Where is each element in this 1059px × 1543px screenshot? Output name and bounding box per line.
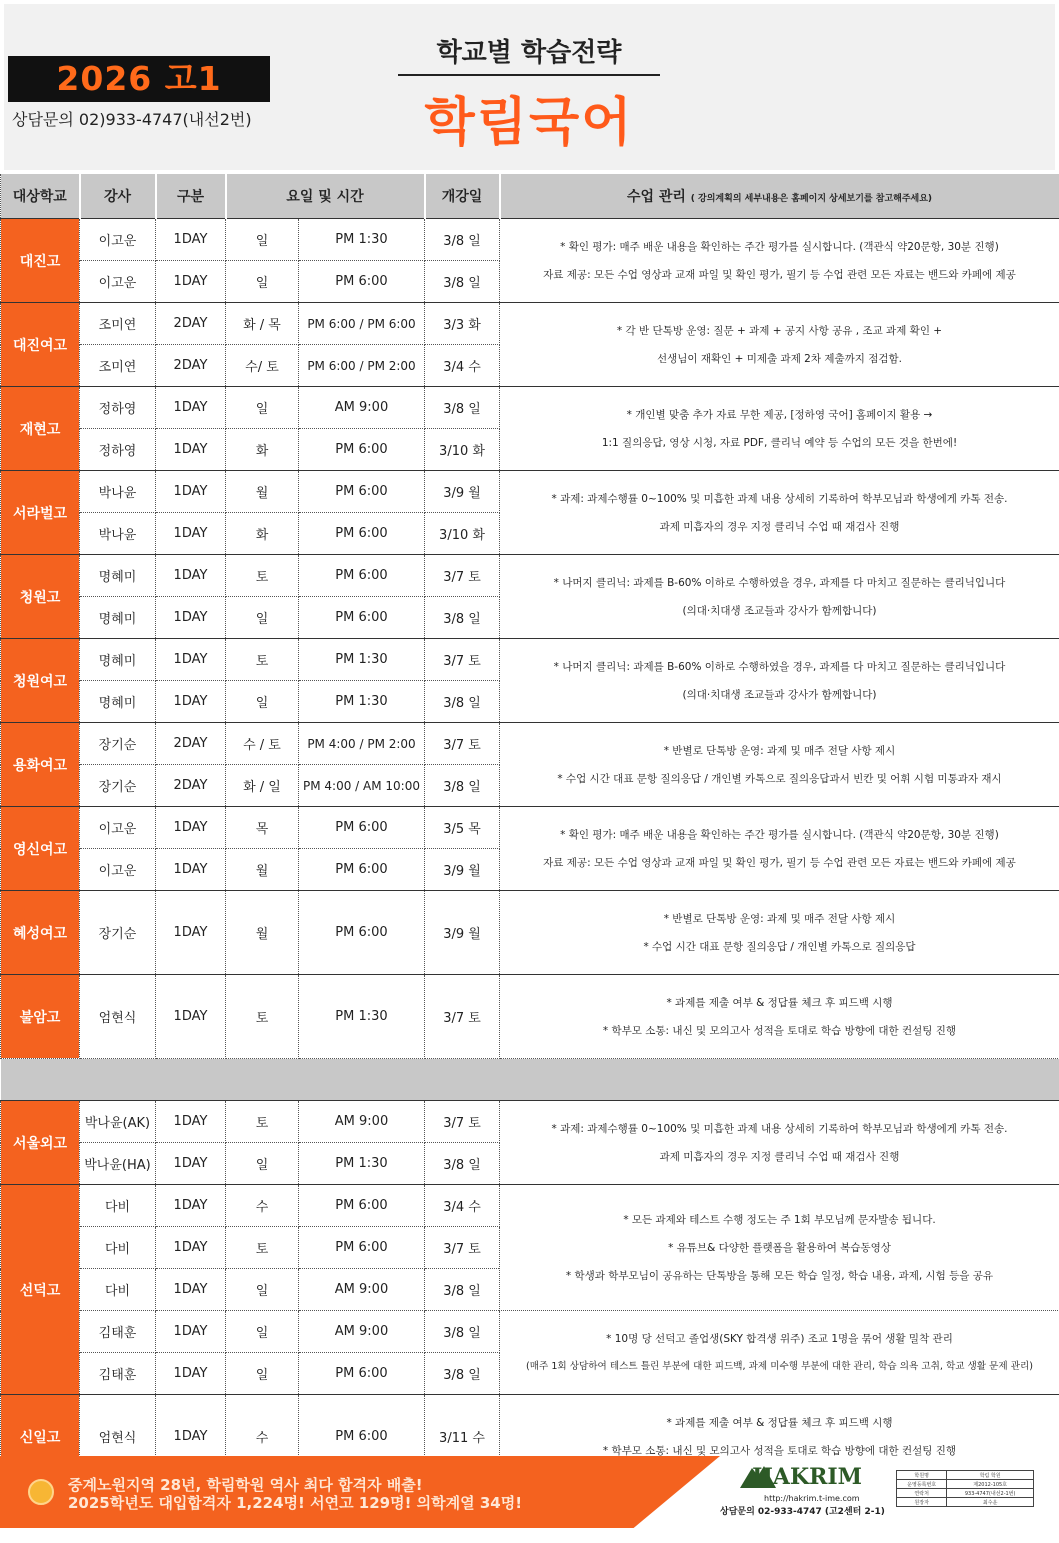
time-cell: PM 6:00 — [299, 555, 425, 597]
management-note: 자료 제공: 모든 수업 영상과 교재 파일 및 확인 평가, 필기 등 수업 관련 모든 자료는 밴드와 카페에 제공 — [543, 268, 1016, 281]
management-note: * 10명 당 선덕고 졸업생(SKY 합격생 위주) 조교 1명을 묶어 생활 밀착 관리 — [606, 1332, 953, 1345]
time-cell: PM 1:30 — [299, 975, 425, 1059]
time-cell: PM 6:00 — [299, 1353, 425, 1395]
table-row — [1, 1311, 1059, 1353]
footer-banner — [0, 1456, 1059, 1528]
day-cell: 화 / 일 — [226, 765, 299, 807]
school-cell: 청원여고 — [1, 639, 80, 723]
type-cell: 1DAY — [156, 849, 226, 891]
col-header-mgmt-note: ( 강의계획의 세부내용은 홈페이지 상세보기를 참고해주세요) — [690, 194, 933, 204]
time-cell: PM 1:30 — [299, 1143, 425, 1185]
start-date-cell: 3/11 수 — [425, 1395, 500, 1479]
registration-label: 원장자 — [897, 1498, 947, 1507]
teacher-cell: 박나윤 — [80, 513, 156, 555]
teacher-cell: 이고운 — [80, 219, 156, 261]
time-cell: PM 6:00 / PM 2:00 — [299, 345, 425, 387]
registration-row — [897, 1471, 1034, 1480]
management-note: (의대·치대생 조교들과 강사가 함께합니다) — [682, 604, 877, 617]
schedule-table — [0, 174, 1059, 1479]
time-cell: PM 6:00 — [299, 429, 425, 471]
start-date-cell: 3/8 일 — [425, 1269, 500, 1311]
management-note: (매주 1회 상담하여 테스트 틀린 부분에 대한 피드백, 과제 미수행 부분에 대한 관리, 학습 의욕 고취, 학교 생활 문제 관리) — [526, 1360, 1033, 1372]
time-cell: AM 9:00 — [299, 1269, 425, 1311]
type-cell: 1DAY — [156, 1353, 226, 1395]
start-date-cell: 3/7 토 — [425, 639, 500, 681]
time-cell: PM 6:00 — [299, 261, 425, 303]
teacher-cell: 조미연 — [80, 345, 156, 387]
day-cell: 일 — [226, 1143, 299, 1185]
type-cell: 1DAY — [156, 1101, 226, 1143]
day-cell: 일 — [226, 1269, 299, 1311]
start-date-cell: 3/8 일 — [425, 1143, 500, 1185]
teacher-cell: 명혜미 — [80, 555, 156, 597]
registration-table — [896, 1470, 1034, 1507]
registration-value: 학림 학원 — [947, 1471, 1034, 1480]
teacher-cell: 엄현식 — [80, 1395, 156, 1479]
management-note: 과제 미흡자의 경우 지정 클리닉 수업 때 재검사 진행 — [659, 1150, 900, 1163]
management-note: * 수업 시간 대표 문항 질의응답 / 개인별 카톡으로 질의응답 — [643, 940, 916, 953]
table-row — [1, 1185, 1059, 1227]
management-note: * 나머지 클리닉: 과제를 B-60% 이하로 수행하였을 경우, 과제를 다 마치고 질문하는 클리닉입니다 — [553, 576, 1006, 589]
management-cell — [500, 471, 1059, 555]
day-cell: 토 — [226, 555, 299, 597]
time-cell: PM 6:00 — [299, 849, 425, 891]
management-note: 과제 미흡자의 경우 지정 클리닉 수업 때 재검사 진행 — [659, 520, 900, 533]
time-cell: AM 9:00 — [299, 387, 425, 429]
title-divider — [398, 74, 660, 76]
table-row — [1, 471, 1059, 513]
management-note: * 과제를 제출 여부 & 정답률 체크 후 피드백 시행 — [666, 996, 893, 1009]
schedule-body — [1, 219, 1059, 1479]
table-row — [1, 387, 1059, 429]
teacher-cell: 이고운 — [80, 807, 156, 849]
day-cell: 일 — [226, 387, 299, 429]
time-cell: AM 9:00 — [299, 1101, 425, 1143]
type-cell: 1DAY — [156, 429, 226, 471]
col-header-school: 대상학교 — [1, 174, 80, 219]
teacher-cell: 명혜미 — [80, 681, 156, 723]
footer-url[interactable]: http://hakrim.t-ime.com — [764, 1494, 860, 1503]
management-note: * 과제: 과제수행률 0~100% 및 미흡한 과제 내용 상세히 기록하여 학부모님과 학생에게 카톡 전송. — [551, 492, 1008, 505]
table-row — [1, 975, 1059, 1059]
time-cell: PM 6:00 — [299, 597, 425, 639]
day-cell: 토 — [226, 639, 299, 681]
start-date-cell: 3/7 토 — [425, 975, 500, 1059]
registration-row — [897, 1498, 1034, 1507]
start-date-cell: 3/10 화 — [425, 429, 500, 471]
col-header-type: 구분 — [156, 174, 226, 219]
registration-label: 연락처 — [897, 1489, 947, 1498]
management-note: * 나머지 클리닉: 과제를 B-60% 이하로 수행하였을 경우, 과제를 다 마치고 질문하는 클리닉입니다 — [553, 660, 1006, 673]
management-cell — [500, 555, 1059, 639]
start-date-cell: 3/8 일 — [425, 1353, 500, 1395]
time-cell: PM 4:00 / PM 2:00 — [299, 723, 425, 765]
page-title: 학림국어 — [424, 93, 634, 153]
management-note: * 학부모 소통: 내신 및 모의고사 성적을 토대로 학습 방향에 대한 컨설팅 진행 — [602, 1024, 957, 1037]
school-cell: 청원고 — [1, 555, 80, 639]
teacher-cell: 이고운 — [80, 849, 156, 891]
day-cell: 화 — [226, 513, 299, 555]
management-cell — [500, 387, 1059, 471]
start-date-cell: 3/7 토 — [425, 723, 500, 765]
start-date-cell: 3/8 일 — [425, 765, 500, 807]
footer-headline: 중계노원지역 28년, 학림학원 역사 최다 합격자 배출! — [68, 1476, 423, 1494]
management-note: * 개인별 맞춤 추가 자료 무한 제공, [정하영 국어] 홈페이지 활용 → — [626, 408, 933, 421]
medal-icon — [28, 1479, 54, 1505]
teacher-cell: 장기순 — [80, 891, 156, 975]
school-cell: 대진여고 — [1, 303, 80, 387]
teacher-cell: 명혜미 — [80, 597, 156, 639]
teacher-cell: 다비 — [80, 1185, 156, 1227]
type-cell: 1DAY — [156, 891, 226, 975]
start-date-cell: 3/9 월 — [425, 891, 500, 975]
school-cell: 혜성여고 — [1, 891, 80, 975]
school-cell: 불암고 — [1, 975, 80, 1059]
table-row — [1, 1101, 1059, 1143]
time-cell: PM 6:00 — [299, 891, 425, 975]
school-cell: 용화여고 — [1, 723, 80, 807]
type-cell: 2DAY — [156, 765, 226, 807]
day-cell: 일 — [226, 1353, 299, 1395]
day-cell: 월 — [226, 849, 299, 891]
table-header-row — [1, 174, 1059, 219]
start-date-cell: 3/8 일 — [425, 219, 500, 261]
management-note: * 확인 평가: 매주 배운 내용을 확인하는 주간 평가를 실시합니다. (객관식 약20문항, 30분 진행) — [560, 828, 999, 841]
management-note: * 과제: 과제수행률 0~100% 및 미흡한 과제 내용 상세히 기록하여 학부모님과 학생에게 카톡 전송. — [551, 1122, 1008, 1135]
management-note: * 반별로 단톡방 운영: 과제 및 매주 전달 사항 제시 — [663, 744, 896, 757]
school-cell: 신일고 — [1, 1395, 80, 1479]
day-cell: 토 — [226, 1101, 299, 1143]
teacher-cell: 다비 — [80, 1227, 156, 1269]
type-cell: 1DAY — [156, 219, 226, 261]
management-note: 1:1 질의응답, 영상 시청, 자료 PDF, 클리닉 예약 등 수업의 모든 것을 한번에! — [601, 436, 958, 449]
school-cell: 대진고 — [1, 219, 80, 303]
management-note: (의대·치대생 조교들과 강사가 함께합니다) — [682, 688, 877, 701]
school-cell: 서라벌고 — [1, 471, 80, 555]
table-row — [1, 219, 1059, 261]
hakrim-logo: HAKRIM — [752, 1464, 862, 1490]
day-cell: 월 — [226, 471, 299, 513]
teacher-cell: 이고운 — [80, 261, 156, 303]
management-cell — [500, 975, 1059, 1059]
type-cell: 1DAY — [156, 681, 226, 723]
management-note: 선생님이 재확인 + 미제출 과제 2차 제출까지 점검함. — [656, 352, 903, 365]
management-cell — [500, 723, 1059, 807]
time-cell: AM 9:00 — [299, 1311, 425, 1353]
day-cell: 수/ 토 — [226, 345, 299, 387]
day-cell: 토 — [226, 975, 299, 1059]
management-note: * 모든 과제와 테스트 수행 정도는 주 1회 부모님께 문자발송 됩니다. — [623, 1213, 936, 1226]
management-cell — [500, 639, 1059, 723]
day-cell: 수 — [226, 1395, 299, 1479]
table-row — [1, 303, 1059, 345]
registration-value: 최수운 — [947, 1498, 1034, 1507]
type-cell: 1DAY — [156, 597, 226, 639]
time-cell: PM 6:00 — [299, 513, 425, 555]
time-cell: PM 6:00 — [299, 1227, 425, 1269]
type-cell: 1DAY — [156, 975, 226, 1059]
teacher-cell: 박나윤(HA) — [80, 1143, 156, 1185]
start-date-cell: 3/4 수 — [425, 1185, 500, 1227]
footer-results: 2025학년도 대입합격자 1,224명! 서연고 129명! 의학계열 34명! — [68, 1494, 523, 1512]
registration-value: 제2012-105호 — [947, 1480, 1034, 1489]
day-cell: 일 — [226, 1311, 299, 1353]
col-header-start: 개강일 — [425, 174, 500, 219]
time-cell: PM 1:30 — [299, 639, 425, 681]
start-date-cell: 3/9 월 — [425, 471, 500, 513]
start-date-cell: 3/3 화 — [425, 303, 500, 345]
day-cell: 수 — [226, 1185, 299, 1227]
type-cell: 1DAY — [156, 807, 226, 849]
section-separator-cell — [1, 1059, 1059, 1101]
col-header-teacher: 강사 — [80, 174, 156, 219]
start-date-cell: 3/7 토 — [425, 1101, 500, 1143]
school-cell: 선덕고 — [1, 1185, 80, 1395]
day-cell: 목 — [226, 807, 299, 849]
table-row — [1, 807, 1059, 849]
grade-badge: 2026 고1 — [8, 56, 270, 102]
start-date-cell: 3/8 일 — [425, 387, 500, 429]
type-cell: 2DAY — [156, 303, 226, 345]
time-cell: PM 1:30 — [299, 681, 425, 723]
type-cell: 1DAY — [156, 513, 226, 555]
day-cell: 월 — [226, 891, 299, 975]
management-note: * 과제를 제출 여부 & 정답률 체크 후 피드백 시행 — [666, 1416, 893, 1429]
registration-value: 933-4747(내선2-1번) — [947, 1489, 1034, 1498]
teacher-cell: 정하영 — [80, 429, 156, 471]
school-cell: 영신여고 — [1, 807, 80, 891]
day-cell: 일 — [226, 597, 299, 639]
teacher-cell: 명혜미 — [80, 639, 156, 681]
management-cell — [500, 1311, 1059, 1395]
col-header-mgmt-label: 수업 관리 — [626, 189, 686, 205]
time-cell: PM 6:00 — [299, 1185, 425, 1227]
type-cell: 1DAY — [156, 1143, 226, 1185]
page-subtitle: 학교별 학습전략 — [436, 38, 622, 68]
management-cell — [500, 1185, 1059, 1311]
time-cell: PM 4:00 / AM 10:00 — [299, 765, 425, 807]
management-cell — [500, 303, 1059, 387]
teacher-cell: 박나윤(AK) — [80, 1101, 156, 1143]
teacher-cell: 김태훈 — [80, 1353, 156, 1395]
management-note: * 반별로 단톡방 운영: 과제 및 매주 전달 사항 제시 — [663, 912, 896, 925]
start-date-cell: 3/8 일 — [425, 597, 500, 639]
teacher-cell: 엄현식 — [80, 975, 156, 1059]
start-date-cell: 3/7 토 — [425, 555, 500, 597]
time-cell: PM 6:00 — [299, 471, 425, 513]
table-row — [1, 555, 1059, 597]
start-date-cell: 3/8 일 — [425, 681, 500, 723]
management-cell — [500, 807, 1059, 891]
contact-phone: 상담문의 02)933-4747(내선2번) — [12, 110, 252, 129]
management-note: * 유튜브& 다양한 플랫폼을 활용하여 복습동영상 — [668, 1241, 891, 1254]
school-cell: 서울외고 — [1, 1101, 80, 1185]
teacher-cell: 김태훈 — [80, 1311, 156, 1353]
type-cell: 2DAY — [156, 345, 226, 387]
management-note: * 확인 평가: 매주 배운 내용을 확인하는 주간 평가를 실시합니다. (객관식 약20문항, 30분 진행) — [560, 240, 999, 253]
col-header-day-time: 요일 및 시간 — [226, 174, 425, 219]
type-cell: 2DAY — [156, 723, 226, 765]
management-note: * 학부모 소통: 내신 및 모의고사 성적을 토대로 학습 방향에 대한 컨설팅 진행 — [602, 1444, 957, 1457]
start-date-cell: 3/8 일 — [425, 261, 500, 303]
management-note: 자료 제공: 모든 수업 영상과 교재 파일 및 확인 평가, 필기 등 수업 관련 모든 자료는 밴드와 카페에 제공 — [543, 856, 1016, 869]
day-cell: 토 — [226, 1227, 299, 1269]
start-date-cell: 3/8 일 — [425, 1311, 500, 1353]
day-cell: 수 / 토 — [226, 723, 299, 765]
table-row — [1, 891, 1059, 975]
time-cell: PM 6:00 / PM 6:00 — [299, 303, 425, 345]
management-note: * 수업 시간 대표 문항 질의응답 / 개인별 카톡으로 질의응답과서 빈칸 및 어휘 시험 미통과자 재시 — [557, 772, 1002, 785]
day-cell: 일 — [226, 261, 299, 303]
registration-row — [897, 1480, 1034, 1489]
management-note: * 각 반 단톡방 운영: 질문 + 과제 + 공지 사항 공유 , 조교 과제 확인 + — [616, 324, 943, 337]
type-cell: 1DAY — [156, 1311, 226, 1353]
start-date-cell: 3/9 월 — [425, 849, 500, 891]
teacher-cell: 정하영 — [80, 387, 156, 429]
type-cell: 1DAY — [156, 639, 226, 681]
type-cell: 1DAY — [156, 1185, 226, 1227]
type-cell: 1DAY — [156, 1269, 226, 1311]
table-row — [1, 639, 1059, 681]
registration-row — [897, 1489, 1034, 1498]
day-cell: 화 / 목 — [226, 303, 299, 345]
teacher-cell: 장기순 — [80, 723, 156, 765]
section-separator — [1, 1059, 1059, 1101]
start-date-cell: 3/4 수 — [425, 345, 500, 387]
management-cell — [500, 1101, 1059, 1185]
teacher-cell: 다비 — [80, 1269, 156, 1311]
type-cell: 1DAY — [156, 555, 226, 597]
registration-label: 학원명 — [897, 1471, 947, 1480]
management-cell — [500, 219, 1059, 303]
time-cell: PM 1:30 — [299, 219, 425, 261]
start-date-cell: 3/5 목 — [425, 807, 500, 849]
day-cell: 일 — [226, 219, 299, 261]
teacher-cell: 조미연 — [80, 303, 156, 345]
day-cell: 일 — [226, 681, 299, 723]
footer-phone: 상담문의 02-933-4747 (고2센터 2-1) — [720, 1507, 885, 1517]
management-note: * 학생과 학부모님이 공유하는 단톡방을 통해 모든 학습 일정, 학습 내용, 과제, 시험 등을 공유 — [565, 1269, 994, 1282]
teacher-cell: 박나윤 — [80, 471, 156, 513]
start-date-cell: 3/7 토 — [425, 1227, 500, 1269]
time-cell: PM 6:00 — [299, 807, 425, 849]
start-date-cell: 3/10 화 — [425, 513, 500, 555]
time-cell: PM 6:00 — [299, 1395, 425, 1479]
teacher-cell: 장기순 — [80, 765, 156, 807]
type-cell: 1DAY — [156, 1227, 226, 1269]
schedule-table-container — [0, 174, 1059, 1479]
col-header-mgmt — [500, 174, 1059, 219]
registration-label: 운영등록번호 — [897, 1480, 947, 1489]
type-cell: 1DAY — [156, 387, 226, 429]
type-cell: 1DAY — [156, 261, 226, 303]
management-cell — [500, 891, 1059, 975]
table-row — [1, 723, 1059, 765]
type-cell: 1DAY — [156, 1395, 226, 1479]
day-cell: 화 — [226, 429, 299, 471]
type-cell: 1DAY — [156, 471, 226, 513]
school-cell: 재현고 — [1, 387, 80, 471]
